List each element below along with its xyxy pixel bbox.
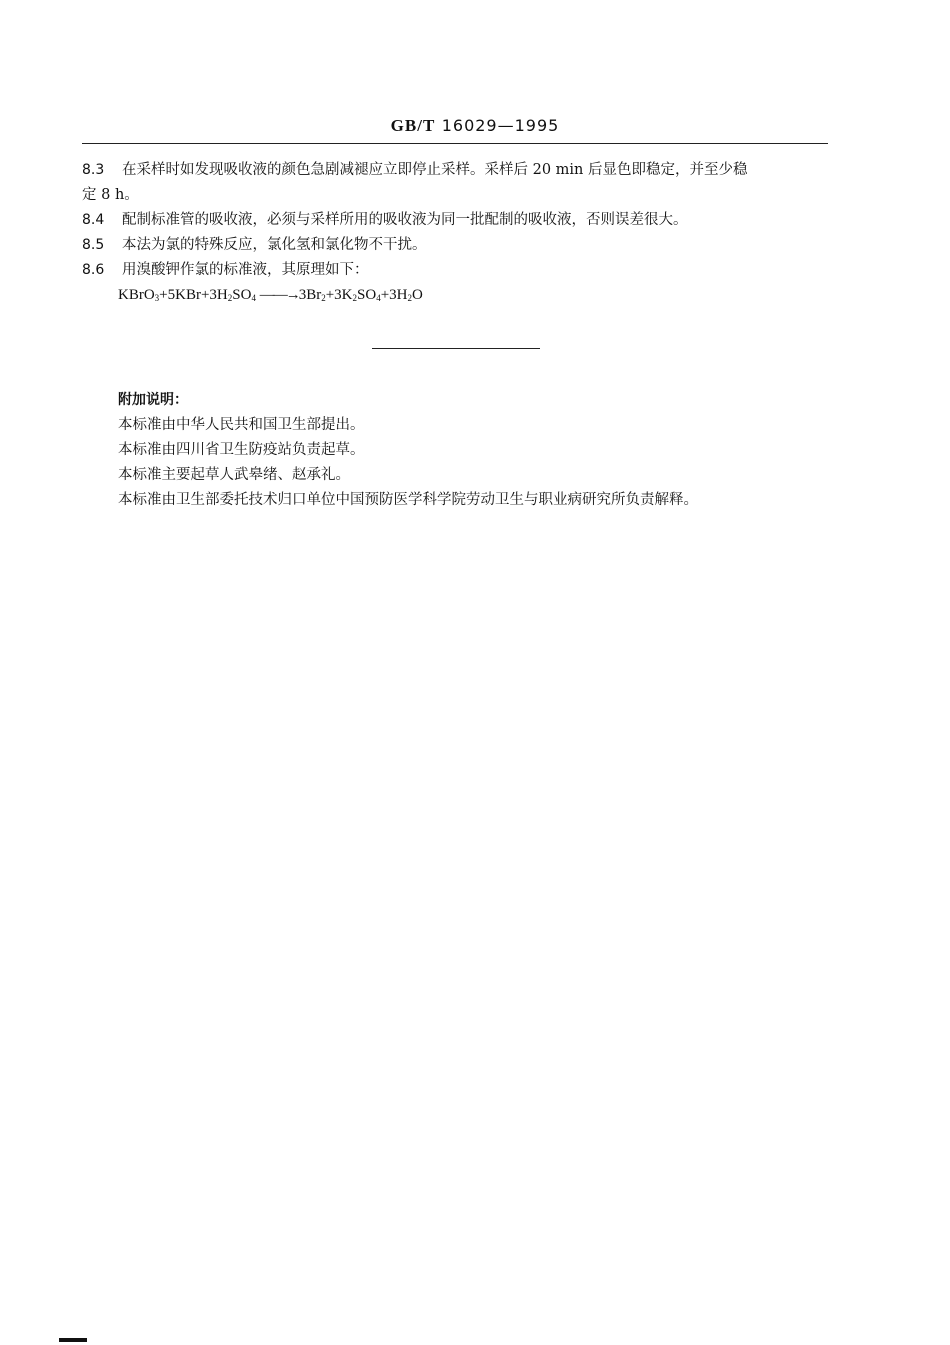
clause-number: 8.5	[82, 237, 105, 253]
eq-subscript: 2	[352, 293, 357, 303]
clause-text-continuation: 定 8 h。	[82, 187, 139, 203]
chemical-equation	[118, 287, 423, 304]
eq-subscript: 3	[154, 293, 160, 303]
standard-number: 16029—1995	[441, 116, 560, 135]
clause-text: 配制标准管的吸收液，必须与采样所用的吸收液为同一批配制的吸收液，否则误差很大。	[122, 212, 688, 228]
clause-number: 8.6	[82, 262, 105, 278]
clause-text: 本法为氯的特殊反应，氯化氢和氯化物不干扰。	[122, 237, 427, 253]
eq-term: +3K	[325, 287, 353, 303]
eq-term: +5KBr+3H	[159, 287, 228, 303]
eq-subscript: 2	[227, 293, 233, 303]
notes-line: 本标准主要起草人武皋绪、赵承礼。	[118, 467, 350, 483]
notes-line: 本标准由中华人民共和国卫生部提出。	[118, 417, 365, 433]
notes-line: 本标准由四川省卫生防疫站负责起草。	[118, 442, 365, 458]
clause-text: 在采样时如发现吸收液的颜色急剧减褪应立即停止采样。采样后 20 min 后显色即稳定，并至少稳	[122, 162, 748, 178]
header-rule	[82, 143, 828, 144]
clause-text: 用溴酸钾作氯的标准液，其原理如下：	[122, 262, 369, 278]
notes-title: 附加说明：	[118, 392, 188, 408]
eq-subscript: 4	[376, 293, 381, 303]
clause-number: 8.4	[82, 212, 105, 228]
eq-term: SO	[232, 287, 252, 303]
clause-8-3	[82, 158, 830, 183]
standard-code: GB/T	[390, 116, 436, 135]
additional-notes	[118, 388, 818, 513]
clause-8-3-continuation	[82, 183, 830, 208]
eq-subscript: 4	[251, 293, 256, 303]
notes-line: 本标准由卫生部委托技术归口单位中国预防医学科学院劳动卫生与职业病研究所负责解释。	[118, 492, 698, 508]
eq-term: KBrO	[118, 287, 155, 303]
document-header	[0, 116, 950, 136]
clause-8-6	[82, 258, 830, 283]
section-divider	[372, 348, 540, 349]
clause-8-5	[82, 233, 830, 258]
eq-term: +3H	[380, 287, 408, 303]
eq-subscript: 2	[321, 293, 326, 303]
page-edge-mark	[59, 1338, 87, 1342]
clause-8-4	[82, 208, 830, 233]
eq-term: O	[411, 287, 423, 303]
eq-term: SO	[357, 287, 377, 303]
eq-term: 3Br	[298, 287, 322, 303]
clauses-section	[82, 158, 830, 283]
reaction-arrow: ——→	[259, 287, 299, 303]
eq-subscript: 2	[407, 293, 412, 303]
clause-number: 8.3	[82, 162, 105, 178]
